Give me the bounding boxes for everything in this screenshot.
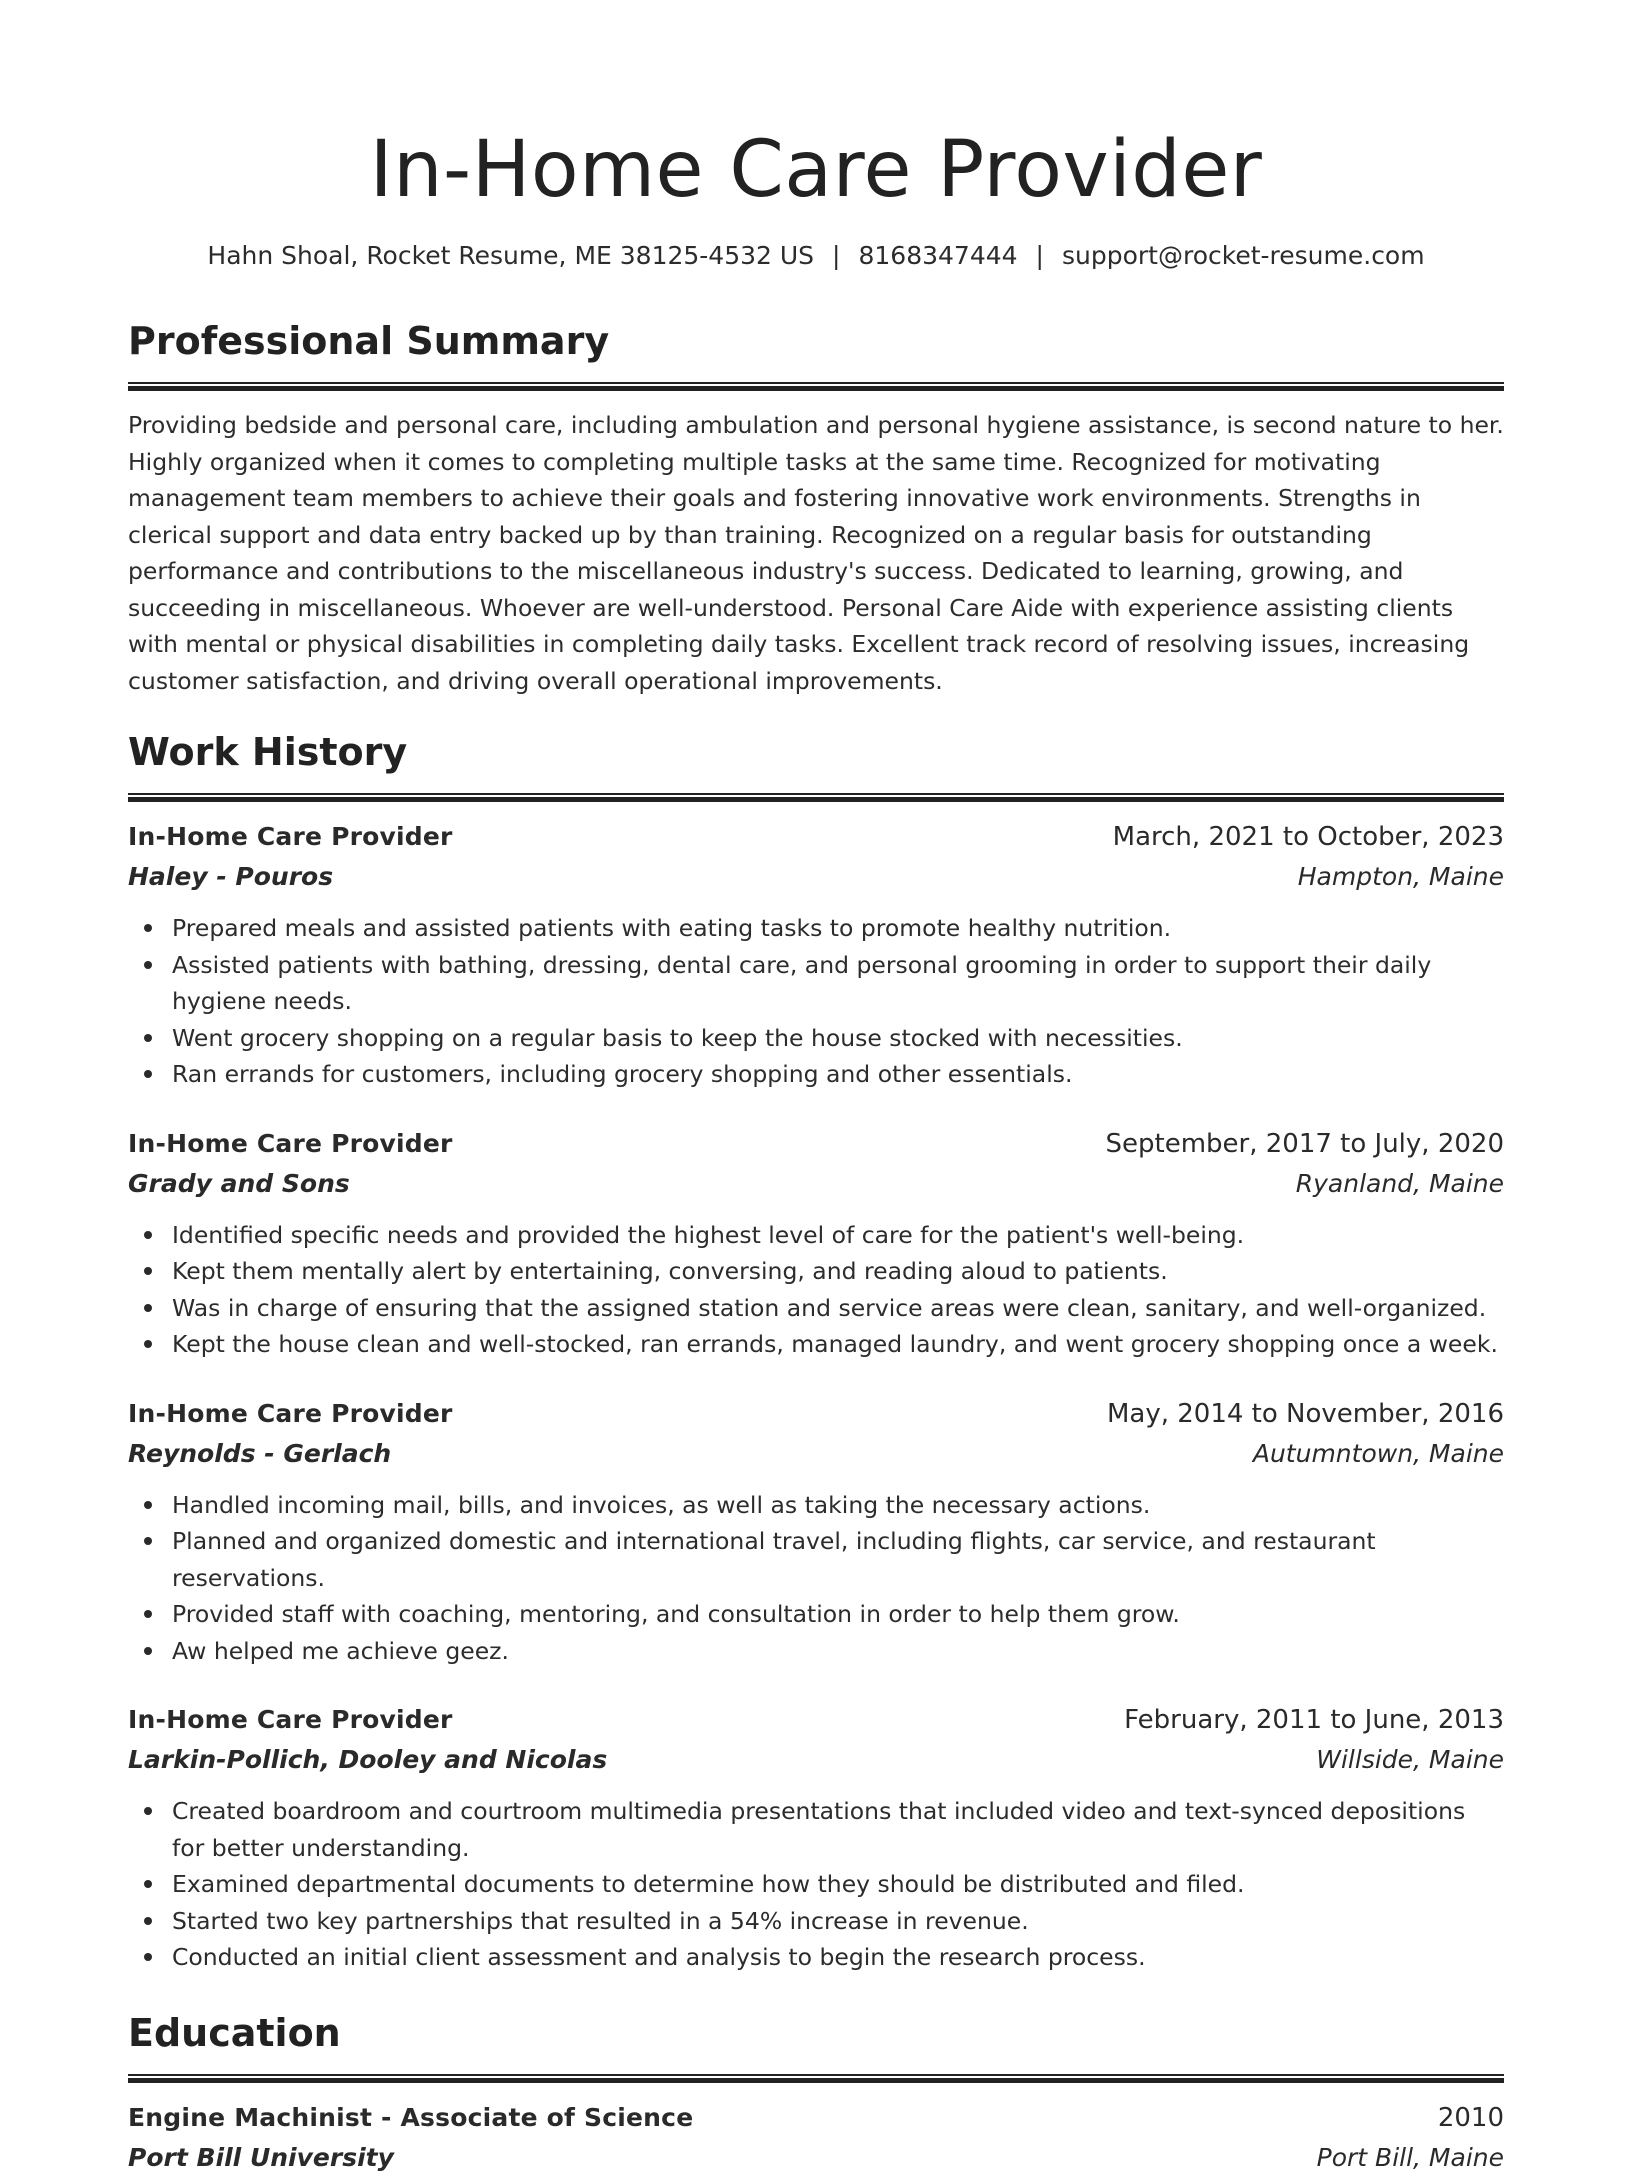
job-dates: February, 2011 to June, 2013 xyxy=(1124,1705,1504,1735)
job-bullet: Ran errands for customers, including grocery shopping and other essentials. xyxy=(172,1056,1504,1093)
job-bullet: Identified specific needs and provided the highest level of care for the patient's well-being. xyxy=(172,1217,1504,1254)
job-company: Grady and Sons xyxy=(128,1168,350,1198)
job-bullet: Conducted an initial client assessment and analysis to begin the research process. xyxy=(172,1939,1504,1976)
job-bullets xyxy=(128,1217,1504,1363)
job-bullet: Aw helped me achieve geez. xyxy=(172,1633,1504,1670)
job-title: In-Home Care Provider xyxy=(128,1705,453,1734)
contact-email: support@rocket-resume.com xyxy=(1061,241,1425,270)
section-title-summary: Professional Summary xyxy=(128,319,610,363)
job-bullet: Kept them mentally alert by entertaining, conversing, and reading aloud to patients. xyxy=(172,1253,1504,1290)
job-bullet: Went grocery shopping on a regular basis to keep the house stocked with necessities. xyxy=(172,1020,1504,1057)
section-title-work-history: Work History xyxy=(128,730,408,774)
job-company: Haley - Pouros xyxy=(128,862,334,891)
section-divider xyxy=(128,2074,1504,2083)
job-bullet: Planned and organized domestic and international travel, including flights, car service, and restaurant reservations. xyxy=(172,1523,1504,1596)
contact-separator: | xyxy=(1035,241,1044,270)
summary-text: Providing bedside and personal care, including ambulation and personal hygiene assistance, is second nature to her. Highly organized when it comes to completing multiple tasks at the same time. Recognized for motivating management team members to achieve their goals and fostering innovative work environments. Strengths in clerical support and data entry backed up by than training. Recognized on a regular basis for outstanding performance and contributions to the miscellaneous industry's success. Dedicated to learning, growing, and succeeding in miscellaneous. Whoever are well-understood. Personal Care Aide with experience assisting clients with mental or physical disabilities in completing daily tasks. Excellent track record of resolving issues, increasing customer satisfaction, and driving overall operational improvements. xyxy=(128,411,1504,695)
section-title-education: Education xyxy=(128,2010,341,2055)
job-dates: March, 2021 to October, 2023 xyxy=(1112,822,1504,852)
job-bullet: Created boardroom and courtroom multimedia presentations that included video and text-synced depositions for better understanding. xyxy=(172,1793,1504,1866)
job-entry xyxy=(128,820,1504,1093)
job-location: Hampton, Maine xyxy=(1297,862,1504,891)
section-divider xyxy=(128,382,1504,391)
education-location: Port Bill, Maine xyxy=(1316,2142,1504,2172)
job-bullet: Started two key partnerships that resulted in a 54% increase in revenue. xyxy=(172,1903,1504,1940)
section-divider xyxy=(128,793,1504,802)
job-location: Autumntown, Maine xyxy=(1252,1438,1504,1468)
job-bullet: Provided staff with coaching, mentoring, and consultation in order to help them grow. xyxy=(172,1596,1504,1633)
education-degree: Engine Machinist - Associate of Science xyxy=(128,2102,694,2132)
job-bullet: Assisted patients with bathing, dressing, dental care, and personal grooming in order to support their daily hygiene needs. xyxy=(172,947,1504,1020)
contact-phone: 8168347444 xyxy=(858,241,1018,270)
education-school: Port Bill University xyxy=(128,2142,394,2172)
job-location: Ryanland, Maine xyxy=(1295,1168,1504,1198)
education-year: 2010 xyxy=(1437,2102,1504,2133)
contact-separator: | xyxy=(832,241,841,270)
job-title: In-Home Care Provider xyxy=(128,822,453,851)
resume-name: In-Home Care Provider xyxy=(369,125,1263,215)
contact-address: Hahn Shoal, Rocket Resume, ME 38125-4532 US xyxy=(207,241,815,270)
job-company: Larkin-Pollich, Dooley and Nicolas xyxy=(128,1745,608,1774)
job-entry xyxy=(128,1703,1504,1976)
job-title: In-Home Care Provider xyxy=(128,1128,453,1158)
job-bullet: Was in charge of ensuring that the assigned station and service areas were clean, sanitary, and well-organized. xyxy=(172,1290,1504,1327)
job-location: Willside, Maine xyxy=(1316,1745,1504,1774)
job-bullets xyxy=(128,1793,1504,1976)
job-bullet: Prepared meals and assisted patients with eating tasks to promote healthy nutrition. xyxy=(172,910,1504,947)
job-company: Reynolds - Gerlach xyxy=(128,1438,392,1468)
job-dates: September, 2017 to July, 2020 xyxy=(1105,1128,1504,1159)
education-entry xyxy=(128,2101,1504,2175)
job-dates: May, 2014 to November, 2016 xyxy=(1106,1398,1504,1429)
job-bullet: Kept the house clean and well-stocked, ran errands, managed laundry, and went grocery shopping once a week. xyxy=(172,1326,1504,1363)
job-bullets xyxy=(128,910,1504,1093)
job-bullet: Examined departmental documents to determine how they should be distributed and filed. xyxy=(172,1866,1504,1903)
job-bullet: Handled incoming mail, bills, and invoices, as well as taking the necessary actions. xyxy=(172,1487,1504,1524)
job-bullets xyxy=(128,1487,1504,1670)
job-title: In-Home Care Provider xyxy=(128,1398,453,1428)
job-entry xyxy=(128,1127,1504,1363)
contact-line xyxy=(128,240,1504,272)
job-entry xyxy=(128,1397,1504,1670)
